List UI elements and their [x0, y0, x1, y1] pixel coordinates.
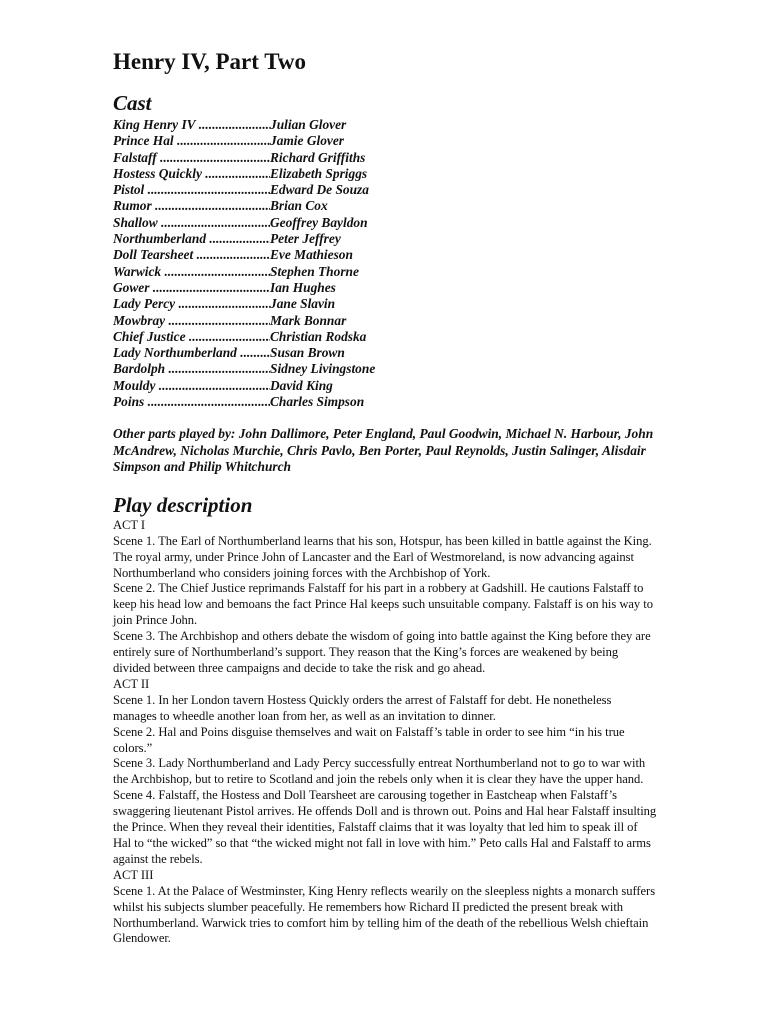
cast-actor: Elizabeth Spriggs — [270, 165, 368, 181]
scene-paragraph: Scene 3. The Archbishop and others debate the wisdom of going into battle against the King before they are entirely sure of Northumberland’s support. They reason that the King’s forces are weakened by being divided between three campaigns and decide to take the risk and go ahead. — [113, 629, 651, 675]
cast-row — [113, 231, 658, 247]
cast-row — [113, 150, 658, 166]
cast-actor: Mark Bonnar — [270, 312, 347, 328]
cast-row — [113, 133, 658, 149]
cast-role: Mouldy ..... — [113, 378, 270, 394]
cast-role: Chief Justice ..... — [113, 329, 270, 345]
cast-actor: Stephen Thorne — [270, 263, 359, 279]
scene-paragraph: Scene 1. At the Palace of Westminster, King Henry reflects wearily on the sleepless nights a monarch suffers whilst his subjects slumber peacefully. He remembers how Richard II predicted the present break with Northumberland. Warwick tries to comfort him by telling him of the death of the rebellious Welsh chieftain Glendower. — [113, 883, 656, 946]
cast-role: Doll Tearsheet ..... — [113, 247, 270, 263]
act-heading: ACT I — [113, 517, 146, 532]
cast-actor: Christian Rodska — [270, 328, 367, 344]
cast-actor: Julian Glover — [270, 117, 347, 132]
cast-actor: David King — [270, 377, 333, 393]
cast-actor: Sidney Livingstone — [270, 361, 376, 377]
other-parts-text: Other parts played by: John Dallimore, Peter England, Paul Goodwin, Michael N. Harbour, John McAndrew, Nicholas Murchie, Chris Pavlo, Ben Porter, Paul Reynolds, Justin Salinger, Alisdair Simpson and Philip Whitchurch — [113, 426, 654, 475]
cast-row — [113, 247, 658, 263]
play-description-heading: Play description — [113, 492, 253, 517]
cast-row — [113, 264, 658, 280]
cast-actor: Brian Cox — [270, 198, 328, 214]
cast-row — [113, 280, 658, 296]
play-description — [113, 518, 658, 947]
cast-actor: Susan Brown — [270, 345, 345, 361]
cast-row — [113, 182, 658, 198]
cast-row — [113, 296, 658, 312]
cast-role: Pistol ..... — [113, 182, 270, 198]
cast-role: King Henry IV ..... — [113, 117, 270, 133]
cast-row — [113, 313, 658, 329]
cast-role: Northumberland ..... — [113, 231, 270, 247]
cast-role: Gower ..... — [113, 280, 270, 296]
cast-role: Prince Hal ..... — [113, 133, 270, 149]
cast-actor: Edward De Souza — [270, 182, 369, 198]
cast-actor: Jamie Glover — [270, 133, 345, 149]
scene-paragraph: Scene 2. The Chief Justice reprimands Falstaff for his part in a robbery at Gadshill. He cautions Falstaff to keep his head low and bemoans the fact Prince Hal keeps such unsuitable company. Falstaff is on his way to join Prince John. — [113, 581, 653, 628]
scene-paragraph: Scene 4. Falstaff, the Hostess and Doll Tearsheet are carousing together in Eastcheap when Falstaff’s swaggering lieutenant Pistol arrives. He offends Doll and is thrown out. Poins and Hal hear Falstaff insulting the Prince. When they reveal their identities, Falstaff claims that it was loyalty that led him to speak ill of Hal to “the wicked” so that “the wicked might not fall in love with him.” Peto calls Hal and Falstaff to arms against the rebels. — [113, 788, 657, 866]
cast-role: Mowbray ..... — [113, 313, 270, 329]
act-heading: ACT II — [113, 676, 150, 691]
cast-actor: Jane Slavin — [270, 296, 336, 312]
cast-row — [113, 117, 658, 133]
cast-actor: Eve Mathieson — [270, 247, 353, 263]
scene-paragraph: Scene 3. Lady Northumberland and Lady Percy successfully entreat Northumberland not to go to war with the Archbishop, but to retire to Scotland and join the rebels only when it is clear they have the upper hand. — [113, 756, 646, 787]
cast-row — [113, 215, 658, 231]
cast-row — [113, 394, 658, 410]
cast-role: Warwick ..... — [113, 264, 270, 280]
cast-row — [113, 166, 658, 182]
scene-paragraph: Scene 2. Hal and Poins disguise themselves and wait on Falstaff’s table in order to see him “in his true colors.” — [113, 724, 625, 755]
cast-actor: Geoffrey Bayldon — [270, 214, 368, 230]
cast-role: Shallow ..... — [113, 215, 270, 231]
cast-row — [113, 378, 658, 394]
cast-role: Bardolph ..... — [113, 361, 270, 377]
act-heading: ACT III — [113, 867, 154, 882]
cast-row — [113, 198, 658, 214]
cast-actor: Ian Hughes — [270, 279, 336, 295]
cast-role: Falstaff ..... — [113, 150, 270, 166]
scene-paragraph: Scene 1. In her London tavern Hostess Quickly orders the arrest of Falstaff for debt. He nonetheless manages to wheedle another loan from her, as well as an invitation to dinner. — [113, 692, 612, 723]
cast-list — [113, 117, 658, 410]
cast-actor: Charles Simpson — [270, 394, 365, 410]
cast-row — [113, 329, 658, 345]
cast-role: Lady Percy ..... — [113, 296, 270, 312]
cast-role: Poins ..... — [113, 394, 270, 410]
cast-actor: Richard Griffiths — [270, 149, 366, 165]
document-page — [113, 48, 658, 947]
cast-row — [113, 345, 658, 361]
scene-paragraph: Scene 1. The Earl of Northumberland learns that his son, Hotspur, has been killed in battle against the King. The royal army, under Prince John of Lancaster and the Earl of Westmoreland, is now advancing against Northumberland who considers joining forces with the Archbishop of York. — [113, 533, 652, 580]
cast-role: Rumor ..... — [113, 198, 270, 214]
cast-row — [113, 361, 658, 377]
cast-role: Hostess Quickly ..... — [113, 166, 270, 182]
cast-actor: Peter Jeffrey — [270, 231, 341, 247]
cast-role: Lady Northumberland ..... — [113, 345, 270, 361]
cast-heading: Cast — [113, 91, 152, 115]
document-title: Henry IV, Part Two — [113, 49, 306, 74]
